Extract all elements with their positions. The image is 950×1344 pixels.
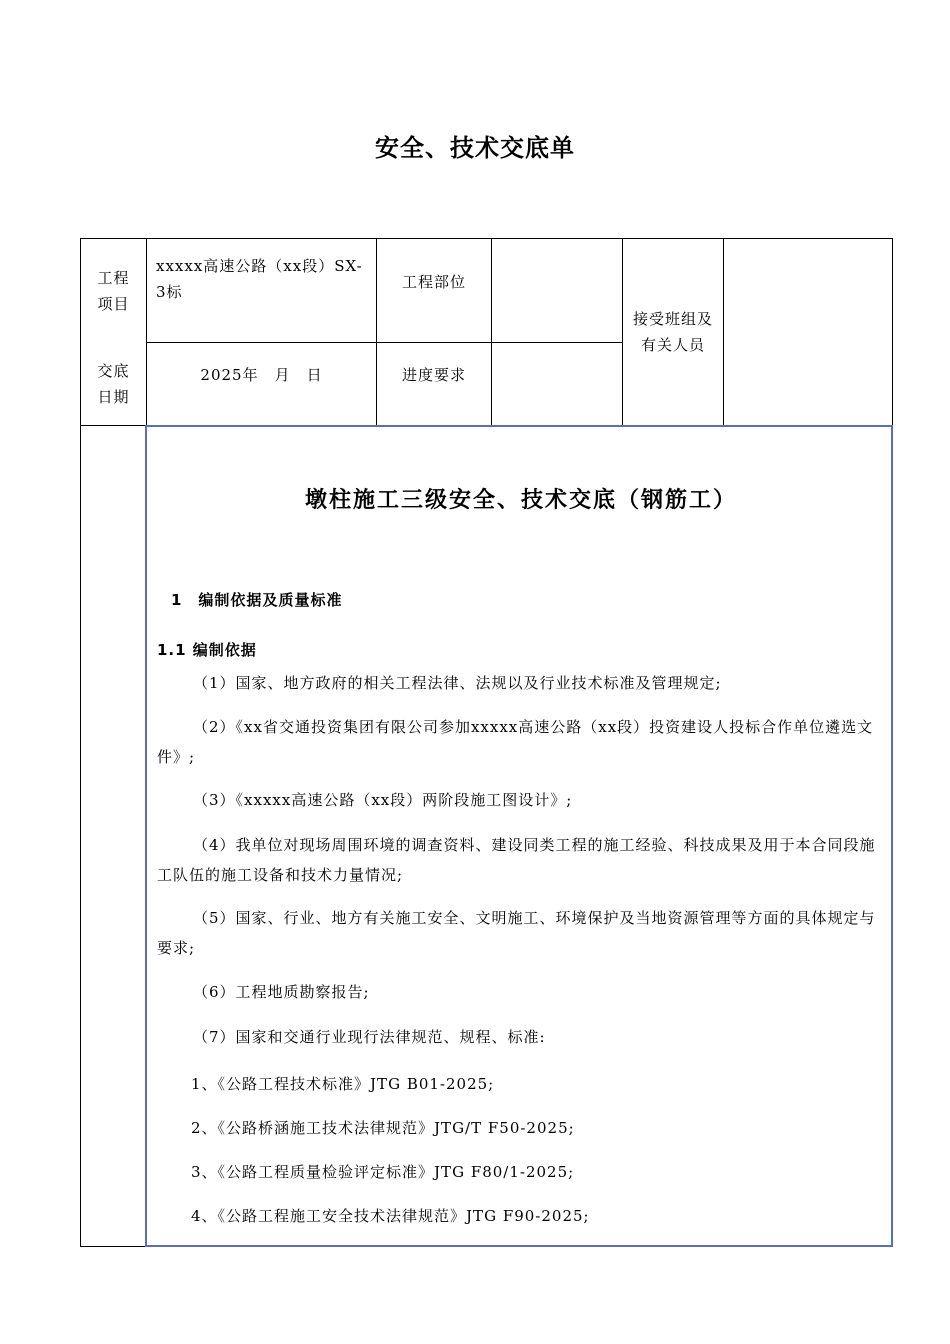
progress-label: 进度要求 bbox=[401, 366, 466, 384]
standard-item: 2、《公路桥涵施工技术法律规范》JTG/T F50-2025; bbox=[191, 1119, 575, 1137]
page-title: 安全、技术交底单 bbox=[375, 134, 575, 162]
standard-item: 3、《公路工程质量检验评定标准》JTG F80/1-2025; bbox=[191, 1163, 575, 1181]
basis-item: （5）国家、行业、地方有关施工安全、文明施工、环境保护及当地资源管理等方面的具体规定与要求; bbox=[157, 909, 876, 957]
disclosure-content bbox=[145, 425, 893, 1247]
receiver-value[interactable] bbox=[724, 239, 893, 425]
basis-item: （1）国家、地方政府的相关工程法律、法规以及行业技术标准及管理规定; bbox=[193, 674, 722, 692]
section-heading-1: 1 编制依据及质量标准 bbox=[171, 591, 343, 609]
part-label: 工程部位 bbox=[401, 273, 466, 291]
standard-item: 1、《公路工程技术标准》JTG B01-2025; bbox=[191, 1075, 495, 1093]
receiver-label: 接受班组及 有关人员 bbox=[632, 310, 713, 354]
part-value[interactable] bbox=[492, 239, 622, 342]
date-value[interactable]: 2025年 月 日 bbox=[200, 366, 323, 384]
basis-item: （3）《xxxxx高速公路（xx段）两阶段施工图设计》; bbox=[193, 791, 573, 809]
date-label: 交底 日期 bbox=[97, 362, 130, 406]
basis-item: （2）《xx省交通投资集团有限公司参加xxxxx高速公路（xx段）投资建设人投标合作单位遴选文件》; bbox=[157, 718, 874, 766]
basis-item: （7）国家和交通行业现行法律规范、规程、标准: bbox=[193, 1028, 546, 1046]
progress-value[interactable] bbox=[492, 343, 622, 425]
document-title: 墩柱施工三级安全、技术交底（钢筋工） bbox=[304, 488, 737, 513]
standard-item: 4、《公路工程施工安全技术法律规范》JTG F90-2025; bbox=[191, 1207, 590, 1225]
basis-item: （4）我单位对现场周围环境的调查资料、建设同类工程的施工经验、科技成果及用于本合同段施工队伍的施工设备和技术力量情况; bbox=[157, 836, 876, 884]
section-heading-1-1: 1.1 编制依据 bbox=[157, 641, 257, 659]
project-label: 工程 项目 bbox=[97, 268, 130, 313]
project-value: xxxxx高速公路（xx段）SX-3标 bbox=[156, 257, 363, 301]
basis-item: （6）工程地质勘察报告; bbox=[193, 983, 370, 1001]
